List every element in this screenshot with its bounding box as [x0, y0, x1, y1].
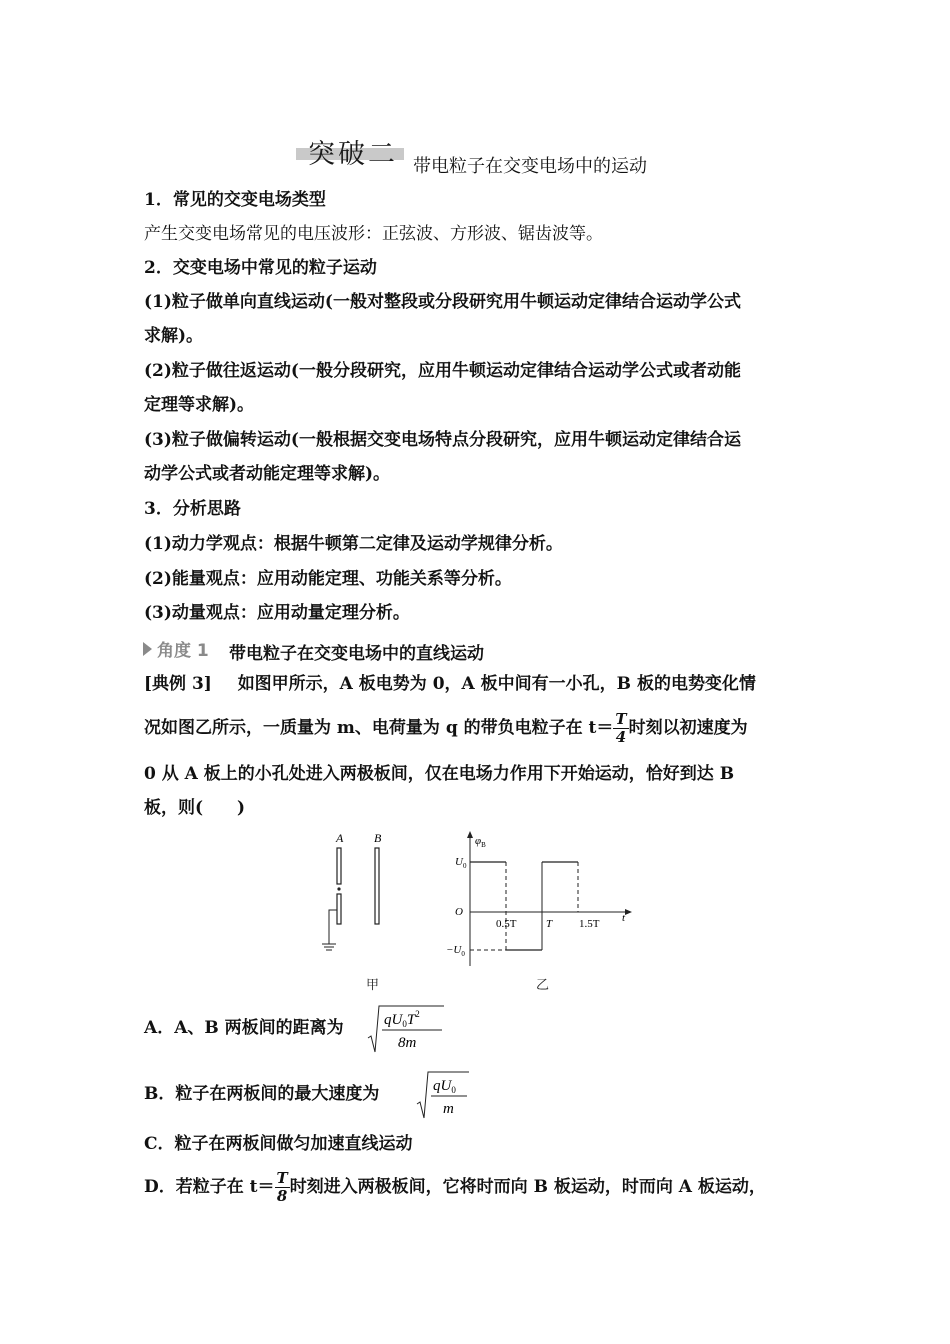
option-b: B．粒子在两板间的最大速度为: [144, 1084, 380, 1104]
plate-b-label: B: [374, 831, 382, 845]
origin-label: O: [455, 906, 463, 918]
section-badge: [296, 130, 404, 170]
plate-b: [375, 848, 379, 924]
angle-tag-text: 角度 1: [157, 641, 209, 661]
paragraph-line: 产生交变电场常见的电压波形：正弦波、方形波、锯齿波等。: [144, 224, 603, 244]
example-line-4: 板，则( ): [144, 798, 246, 818]
example-label: [典例 3]: [144, 674, 212, 694]
x-axis-arrow: [625, 909, 632, 915]
plate-a-upper: [337, 848, 341, 884]
y-axis-label: $\varphi_B$: [475, 835, 486, 849]
paragraph-line: (3)动量观点：应用动量定理分析。: [144, 603, 410, 623]
triangle-icon: [143, 642, 152, 656]
svg-text:m: m: [443, 1101, 454, 1117]
example-text: 如图甲所示，A 板电势为 0，A 板中间有一小孔，B 板的电势变化情: [237, 674, 756, 694]
paragraph-line: (1)粒子做单向直线运动(一般对整段或分段研究用牛顿运动定律结合运动学公式: [144, 292, 741, 312]
option-b-formula: [415, 1068, 475, 1124]
example-line-3: 0 从 A 板上的小孔处进入两极板间，仅在电场力作用下开始运动，恰好到达 B: [144, 764, 735, 784]
heading-1: 1．常见的交变电场类型: [144, 190, 326, 210]
fraction-numerator: T: [615, 710, 627, 728]
paragraph-line: 动学公式或者动能定理等求解)。: [144, 464, 391, 484]
svg-text:qU0: $qU_0$: [433, 1078, 456, 1095]
figure-svg: [300, 828, 640, 998]
ground-wire: [329, 910, 337, 944]
svg-text:8m: 8m: [398, 1035, 417, 1051]
plate-a-lower: [337, 894, 341, 924]
svg-text:qU0T2: $qU_0T^2$: [384, 1009, 420, 1029]
plate-a-label: A: [336, 831, 344, 845]
example-line-2: [144, 710, 748, 746]
heading-2: 2．交变电场中常见的粒子运动: [144, 258, 377, 278]
section-subtitle: 带电粒子在交变电场中的运动: [413, 156, 647, 177]
paragraph-line: (2)粒子做往返运动(一般分段研究，应用牛顿运动定律结合运动学公式或者动能: [144, 361, 741, 381]
x-axis-label: t: [622, 912, 626, 924]
radical-icon: [366, 1002, 446, 1054]
section-badge-text: 突破二: [308, 139, 398, 170]
radical-icon: [415, 1068, 475, 1120]
option-d-text: D．若粒子在 t＝: [144, 1177, 275, 1197]
example-text: 况如图乙所示，一质量为 m、电荷量为 q 的带负电粒子在 t＝: [144, 718, 614, 738]
option-d: [144, 1169, 766, 1205]
paragraph-line: (3)粒子做偏转运动(一般根据交变电场特点分段研究，应用牛顿运动定律结合运: [144, 430, 741, 450]
example-line-1: [144, 673, 756, 695]
option-c: C．粒子在两板间做匀加速直线运动: [144, 1134, 413, 1154]
y-axis-arrow: [467, 831, 473, 838]
fraction: [275, 1170, 290, 1205]
paragraph-line: 求解)。: [144, 326, 204, 346]
option-a: A．A、B 两板间的距离为: [144, 1018, 344, 1038]
heading-3: 3．分析思路: [144, 499, 241, 519]
figure-caption-left: 甲: [366, 978, 380, 993]
plate-a-hole: [337, 887, 340, 890]
paragraph-line: (2)能量观点：应用动能定理、功能关系等分析。: [144, 569, 512, 589]
x-tick-label: 0.5T: [496, 918, 517, 930]
fraction: [613, 711, 628, 746]
example-text: 时刻以初速度为: [628, 718, 748, 738]
figure-caption-right: 乙: [536, 978, 550, 993]
paragraph-line: (1)动力学观点：根据牛顿第二定律及运动学规律分析。: [144, 534, 563, 554]
x-tick-label: T: [546, 918, 553, 930]
x-tick-label: 1.5T: [579, 918, 600, 930]
fraction-denominator: 8: [276, 1187, 288, 1205]
option-d-text: 时刻进入两极板间，它将时而向 B 板运动，时而向 A 板运动，: [289, 1177, 766, 1197]
fraction-numerator: T: [276, 1169, 288, 1187]
option-a-formula: [366, 1002, 446, 1058]
figure: [300, 828, 640, 998]
paragraph-line: 定理等求解)。: [144, 395, 255, 415]
u0-label: $U_0$: [455, 856, 467, 870]
angle-title: 带电粒子在交变电场中的直线运动: [229, 644, 484, 664]
neg-u0-label: $-U_0$: [446, 944, 465, 958]
fraction-denominator: 4: [615, 728, 627, 746]
